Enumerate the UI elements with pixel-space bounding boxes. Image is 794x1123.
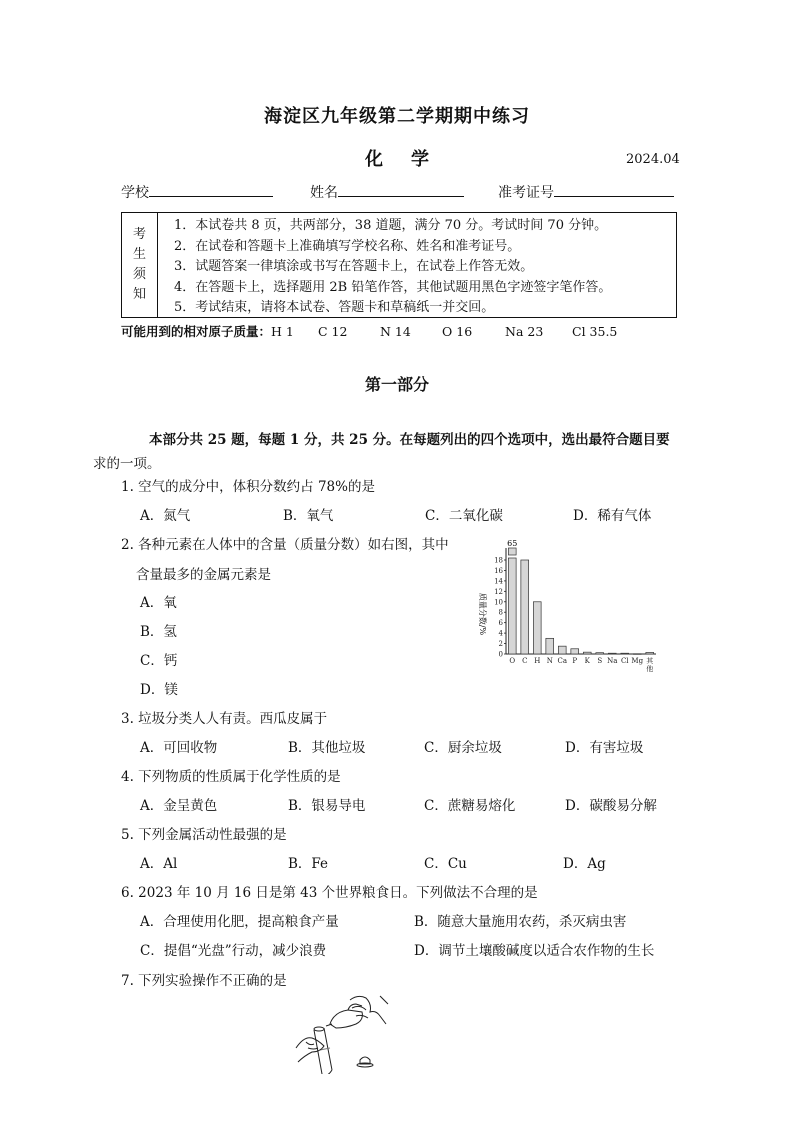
exam-notice-box <box>121 212 677 318</box>
school-blank[interactable] <box>149 182 273 197</box>
chart-y-tick-label: 14 <box>494 577 503 586</box>
atomic-mass-item: C 12 <box>318 324 348 339</box>
chart-ylabel: 质量分数/% <box>478 592 487 636</box>
question-2-stem-cont: 含量最多的金属元素是 <box>136 567 271 583</box>
chart-bar <box>533 602 541 654</box>
intro-text: 中，选出最符合题目要 <box>534 432 670 448</box>
chart-x-label: O <box>509 657 516 665</box>
chart-bar <box>571 649 579 654</box>
intro-emphasis: 四个选项 <box>480 432 535 448</box>
chart-bar <box>646 652 654 654</box>
question-3-option-b[interactable]: B．其他垃圾 <box>288 740 366 756</box>
question-6-option-a[interactable]: A．合理使用化肥，提高粮食产量 <box>140 914 339 930</box>
notice-item: 3．试题答案一律填涂或书写在答题卡上，在试卷上作答无效。 <box>174 259 534 274</box>
part-intro <box>93 428 677 476</box>
chart-bar <box>521 560 529 654</box>
question-7-stem: 7. 下列实验操作不正确的是 <box>121 973 287 989</box>
chart-x-label: 他 <box>646 665 654 673</box>
part-heading: 第一部分 <box>364 375 429 394</box>
chart-bar <box>621 653 629 654</box>
question-1-stem: 1. 空气的成分中，体积分数约占 78%的是 <box>121 479 375 495</box>
question-2-stem: 2. 各种元素在人体中的含量（质量分数）如右图，其中 <box>121 537 449 553</box>
question-1-option-a[interactable]: A．氮气 <box>140 508 191 524</box>
question-5-option-a[interactable]: A．Al <box>140 856 178 872</box>
chart-y-tick-label: 12 <box>494 587 503 596</box>
question-6-option-c[interactable]: C．提倡“光盘”行动，减少浪费 <box>140 943 327 959</box>
element-content-chart <box>470 536 670 676</box>
chart-y-tick-label: 18 <box>494 556 503 565</box>
subject-char-2: 学 <box>411 149 429 170</box>
exam-id-field <box>498 182 674 202</box>
chart-x-label: Na <box>607 657 618 665</box>
atomic-mass-item: Cl 35.5 <box>572 324 618 339</box>
chart-y-ticks <box>494 557 506 659</box>
name-field <box>310 182 464 202</box>
exam-title: 海淀区九年级第二学期期中练习 <box>264 106 530 127</box>
chart-bar <box>633 654 641 655</box>
atomic-mass-item: N 14 <box>380 324 411 339</box>
subject-char-1: 化 <box>365 149 383 170</box>
question-4-option-c[interactable]: C．蔗糖易熔化 <box>424 798 516 814</box>
exam-id-blank[interactable] <box>554 182 674 197</box>
chart-bar <box>508 558 516 654</box>
notice-label-char: 知 <box>132 287 146 302</box>
notice-item: 1．本试卷共 8 页，共两部分，38 道题，满分 70 分。考试时间 70 分钟。 <box>174 218 608 233</box>
question-1-option-c[interactable]: C．二氧化碳 <box>425 508 503 524</box>
chart-y-tick-label: 2 <box>498 640 503 649</box>
chart-x-label: N <box>546 657 553 665</box>
chart-x-label: C <box>522 657 528 665</box>
chart-x-label: Mg <box>631 657 644 665</box>
chart-bars <box>508 548 653 654</box>
chart-x-label: S <box>597 657 603 665</box>
chart-bar <box>596 653 604 654</box>
bottle-stopper-icon <box>357 1057 373 1067</box>
question-6-stem: 6. 2023 年 10 月 16 日是第 43 个世界粮食日。下列做法不合理的是 <box>121 885 538 901</box>
question-5-option-c[interactable]: C．Cu <box>424 856 467 872</box>
atomic-mass-item: O 16 <box>442 324 473 339</box>
chart-x-label: Ca <box>557 657 568 665</box>
chart-x-label: 其 <box>646 657 654 665</box>
question-2-option-d[interactable]: D．镁 <box>140 682 178 698</box>
hand-icon <box>350 996 388 1024</box>
chart-x-label: P <box>572 657 578 665</box>
question-1-option-b[interactable]: B．氧气 <box>283 508 334 524</box>
chart-y-tick-label: 10 <box>494 598 503 607</box>
exam-date: 2024.04 <box>626 152 680 167</box>
question-2-option-b[interactable]: B．氢 <box>140 624 177 640</box>
question-5-option-b[interactable]: B．Fe <box>288 856 329 872</box>
chart-bar <box>608 653 616 654</box>
chart-y-tick-label: 0 <box>498 650 503 659</box>
question-2-option-c[interactable]: C．钙 <box>140 653 178 669</box>
notice-label-char: 考 <box>132 227 146 242</box>
question-3-option-a[interactable]: A．可回收物 <box>140 740 218 756</box>
subject-title <box>365 145 429 171</box>
notice-list <box>174 216 611 319</box>
question-1-option-d[interactable]: D．稀有气体 <box>573 508 652 524</box>
question-3-stem: 3. 垃圾分类人人有责。西瓜皮属于 <box>121 711 328 727</box>
question-5-option-d[interactable]: D．Ag <box>563 856 606 872</box>
notice-label <box>122 213 158 317</box>
atomic-mass-item: H 1 <box>271 324 294 339</box>
test-tube-icon <box>314 1027 332 1074</box>
school-field <box>121 182 273 202</box>
question-4-option-a[interactable]: A．金呈黄色 <box>140 798 218 814</box>
atomic-masses-label: 可能用到的相对原子质量： <box>121 324 272 339</box>
chart-bar <box>546 638 554 654</box>
notice-item: 4．在答题卡上，选择题用 2B 铅笔作答，其他试题用黑色字迹签字笔作答。 <box>174 279 612 295</box>
chart-broken-bar-label: 65 <box>507 539 518 548</box>
notice-item: 2．在试卷和答题卡上准确填写学校名称、姓名和准考证号。 <box>174 238 521 254</box>
chart-y-tick-label: 8 <box>498 608 503 617</box>
question-6-option-d[interactable]: D．调节土壤酸碱度以适合农作物的生长 <box>414 943 655 959</box>
notice-label-char: 生 <box>132 247 146 262</box>
school-label: 学校 <box>121 185 149 201</box>
notice-label-char: 须 <box>132 267 146 282</box>
name-blank[interactable] <box>338 182 464 197</box>
chart-x-labels <box>509 656 654 673</box>
question-4-option-d[interactable]: D．碳酸易分解 <box>565 798 657 814</box>
question-2-option-a[interactable]: A．氧 <box>140 595 177 611</box>
chart-y-tick-label: 16 <box>494 566 503 575</box>
question-6-option-b[interactable]: B．随意大量施用农药，杀灭病虫害 <box>414 914 627 930</box>
chart-bar-break-segment <box>508 548 516 555</box>
notice-item: 5．考试结束，请将本试卷、答题卡和草稿纸一并交回。 <box>174 300 495 315</box>
pouring-liquid-illustration <box>290 990 390 1074</box>
chart-bar <box>558 646 566 654</box>
question-4-stem: 4. 下列物质的性质属于化学性质的是 <box>121 769 341 785</box>
chart-x-label: Cl <box>620 657 629 665</box>
question-3-option-c[interactable]: C．厨余垃圾 <box>424 740 502 756</box>
intro-text: 本部分共 25 题，每题 1 分，共 25 分。在每题列出的 <box>149 432 481 448</box>
intro-text: 求的一项。 <box>93 456 161 472</box>
atomic-mass-item: Na 23 <box>505 324 544 339</box>
name-label: 姓名 <box>310 185 338 201</box>
chart-x-label: H <box>534 657 541 665</box>
exam-id-label: 准考证号 <box>498 185 554 201</box>
chart-bar <box>583 652 591 654</box>
question-3-option-d[interactable]: D．有害垃圾 <box>565 740 644 756</box>
chart-y-tick-label: 6 <box>498 619 503 628</box>
question-5-stem: 5. 下列金属活动性最强的是 <box>121 827 287 843</box>
question-4-option-b[interactable]: B．银易导电 <box>288 798 366 814</box>
atomic-masses <box>121 322 617 340</box>
chart-y-tick-label: 4 <box>498 629 503 638</box>
hand-icon <box>296 1038 324 1062</box>
chart-x-label: K <box>584 657 590 665</box>
